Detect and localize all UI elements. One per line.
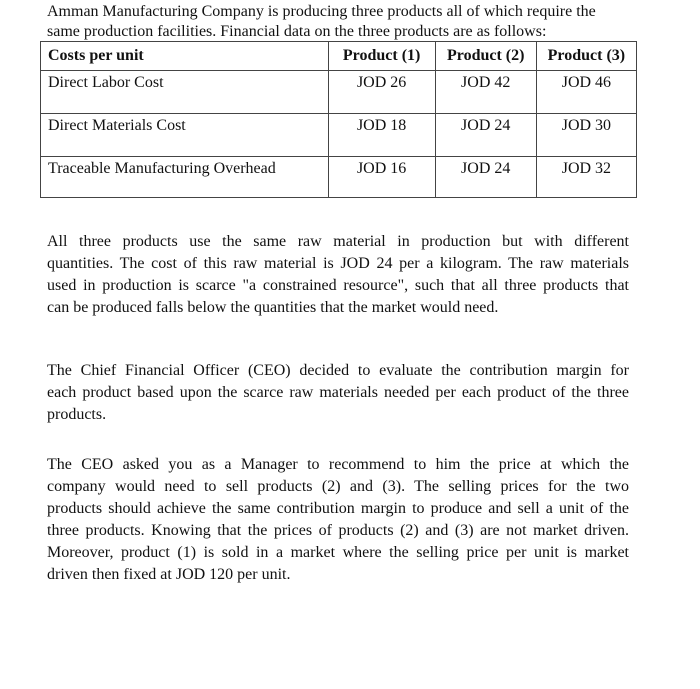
cell-product-2: JOD 24 bbox=[435, 157, 536, 198]
row-label: Traceable Manufacturing Overhead bbox=[41, 157, 329, 198]
header-product-1: Product (1) bbox=[328, 42, 435, 71]
intro-paragraph bbox=[47, 2, 637, 42]
cell-product-1: JOD 16 bbox=[328, 157, 435, 198]
header-product-3: Product (3) bbox=[536, 42, 636, 71]
row-label: Direct Materials Cost bbox=[41, 114, 329, 157]
cell-product-1: JOD 18 bbox=[328, 114, 435, 157]
paragraph-line: three products. Knowing that the prices of products (2) and (3) are not market driven. bbox=[47, 522, 629, 539]
cell-product-1: JOD 26 bbox=[328, 71, 435, 114]
cell-product-3: JOD 32 bbox=[536, 157, 636, 198]
header-costs-per-unit: Costs per unit bbox=[41, 42, 329, 71]
paragraph-line: All three products use the same raw material in production but with different bbox=[47, 233, 629, 250]
raw-material-paragraph bbox=[47, 231, 629, 319]
cost-table bbox=[40, 41, 637, 198]
paragraph-line: quantities. The cost of this raw material is JOD 24 per a kilogram. The raw materials bbox=[47, 255, 629, 272]
intro-line: Amman Manufacturing Company is producing three products all of which require the bbox=[47, 3, 596, 20]
paragraph-line: can be produced falls below the quantities that the market would need. bbox=[47, 299, 499, 316]
cell-product-3: JOD 30 bbox=[536, 114, 636, 157]
paragraph-line: used in production is scarce "a constrained resource", such that all three products that bbox=[47, 277, 629, 294]
cell-product-2: JOD 24 bbox=[435, 114, 536, 157]
paragraph-line: The Chief Financial Officer (CEO) decided to evaluate the contribution margin for bbox=[47, 362, 629, 379]
table-row bbox=[41, 114, 637, 157]
row-label: Direct Labor Cost bbox=[41, 71, 329, 114]
paragraph-line: driven then fixed at JOD 120 per unit. bbox=[47, 566, 291, 583]
cell-product-2: JOD 42 bbox=[435, 71, 536, 114]
header-product-2: Product (2) bbox=[435, 42, 536, 71]
table-row bbox=[41, 157, 637, 198]
paragraph-line: products. bbox=[47, 406, 107, 423]
paragraph-line: products should achieve the same contribution margin to produce and sell a unit of the bbox=[47, 500, 629, 517]
paragraph-line: The CEO asked you as a Manager to recommend to him the price at which the bbox=[47, 456, 629, 473]
paragraph-line: company would need to sell products (2) and (3). The selling prices for the two bbox=[47, 478, 629, 495]
pricing-paragraph bbox=[47, 454, 629, 586]
table-row bbox=[41, 71, 637, 114]
cfo-paragraph bbox=[47, 360, 629, 426]
table-header-row bbox=[41, 42, 637, 71]
paragraph-line: Moreover, product (1) is sold in a market where the selling price per unit is market bbox=[47, 544, 629, 561]
cell-product-3: JOD 46 bbox=[536, 71, 636, 114]
intro-line: same production facilities. Financial data on the three products are as follows: bbox=[47, 23, 547, 40]
paragraph-line: each product based upon the scarce raw materials needed per each product of the three bbox=[47, 384, 629, 401]
